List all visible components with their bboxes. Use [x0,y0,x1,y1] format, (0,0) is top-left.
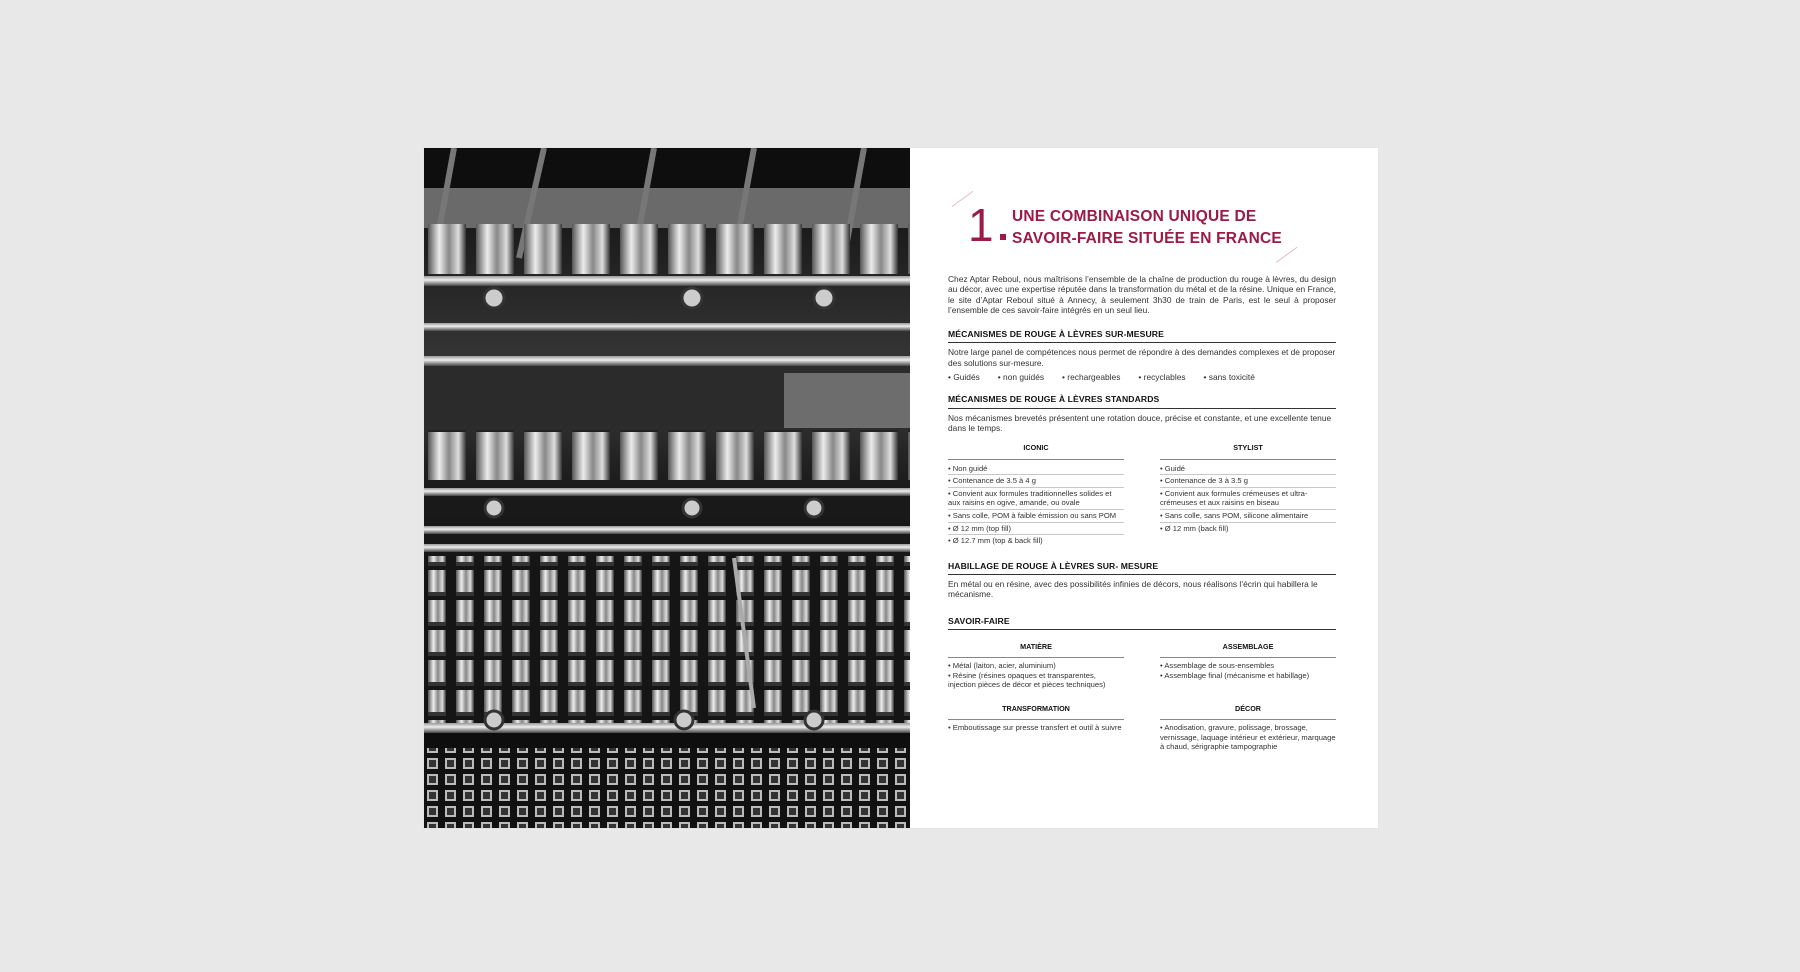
heading-dot [1000,234,1006,240]
transformation-column [948,704,1124,752]
text-page [910,148,1378,828]
bullet-item: • sans toxicité [1203,372,1255,383]
body-content [948,274,1336,752]
stylist-column [1160,443,1336,546]
iconic-heading: ICONIC [948,443,1124,459]
know-how-item: • Anodisation, gravure, polissage, brossage, vernissage, laquage intérieur et extérieur, marquage à chaud, sérigraphie tampographie [1160,723,1336,752]
feature-bullets [948,372,1336,382]
decor-column [1160,704,1336,752]
iconic-column [948,443,1124,546]
spec-item: • Contenance de 3 à 3.5 g [1160,475,1336,488]
mechanism-comparison [948,443,1336,546]
know-how-item: • Assemblage de sous-ensembles [1160,661,1275,671]
spec-item: • Convient aux formules crémeuses et ultra-crémeuses et aux raisins en biseau [1160,488,1336,510]
know-how-item: • Emboutissage sur presse transfert et outil à suivre [948,723,1122,733]
spec-item: • Ø 12 mm (back fill) [1160,523,1229,533]
matiere-heading: MATIÈRE [948,642,1124,658]
spec-item: • Contenance de 3.5 à 4 g [948,475,1124,488]
bullet-item: • non guidés [997,372,1045,383]
heading-line-2: SAVOIR-FAIRE SITUÉE EN FRANCE [1012,230,1282,247]
heading-number: 1 [968,199,994,251]
spec-item: • Convient aux formules traditionnelles solides et aux raisins en ogive, amande, ou ovale [948,488,1124,510]
section-title-know-how: SAVOIR-FAIRE [948,616,1336,630]
section-heading [964,196,1284,266]
spec-item: • Sans colle, sans POM, silicone alimentaire [1160,510,1336,523]
metal-components-racks-image [424,148,910,828]
assemblage-heading: ASSEMBLAGE [1160,642,1336,658]
spec-item: • Guidé [1160,463,1336,476]
intro-paragraph: Chez Aptar Reboul, nous maîtrisons l’ensemble de la chaîne de production du rouge à lèvres, du design au décor, avec une expertise réputée dans la transformation du métal et de la résine. Unique en France, le site d’Aptar Reboul situé à Annecy, à seulement 3h30 de train de Paris, est le seul à proposer l’ensemble de ces savoir-faire intégrés en un seul lieu. [948,274,1336,315]
know-how-item: • Métal (laiton, acier, aluminium) [948,661,1056,671]
spec-item: • Non guidé [948,463,1124,476]
transformation-heading: TRANSFORMATION [948,704,1124,720]
heading-title [1012,206,1282,250]
stylist-heading: STYLIST [1160,443,1336,459]
assemblage-column [1160,642,1336,690]
bullet-item: • recyclables [1138,372,1186,383]
section-title-standard-mechanisms: MÉCANISMES DE ROUGE À LÈVRES STANDARDS [948,394,1336,408]
heading-line-1: UNE COMBINAISON UNIQUE DE [1012,208,1257,225]
know-how-item: • Résine (résines opaques et transparentes, injection pièces de décor et pièces techniques) [948,670,1106,690]
factory-photo [424,148,910,828]
section-text-standard-mechanisms: Nos mécanismes brevetés présentent une rotation douce, précise et constante, et une excellente tenue dans le temps. [948,412,1332,433]
bullet-item: • Guidés [948,372,980,383]
decor-heading: DÉCOR [1160,704,1336,720]
spec-item: • Sans colle, POM à faible émission ou sans POM [948,510,1124,523]
section-text-custom-packaging: En métal ou en résine, avec des possibilités infinies de décors, nous réalisons l’écrin qui habillera le mécanisme. [948,579,1318,600]
matiere-column [948,642,1124,690]
brochure-spread [424,148,1378,828]
know-how-row-2 [948,704,1336,752]
bullet-item: • rechargeables [1062,372,1121,383]
spec-item: • Ø 12 mm (top fill) [948,523,1124,536]
know-how-row-1 [948,642,1336,690]
spec-item: • Ø 12.7 mm (top & back fill) [948,536,1043,546]
section-text-custom-mechanisms: Notre large panel de compétences nous permet de répondre à des demandes complexes et de proposer des solutions sur-mesure. [948,347,1336,368]
section-title-custom-packaging: HABILLAGE DE ROUGE À LÈVRES SUR- MESURE [948,561,1336,575]
know-how-item: • Assemblage final (mécanisme et habillage) [1160,670,1310,680]
section-title-custom-mechanisms: MÉCANISMES DE ROUGE À LÈVRES SUR-MESURE [948,329,1336,343]
